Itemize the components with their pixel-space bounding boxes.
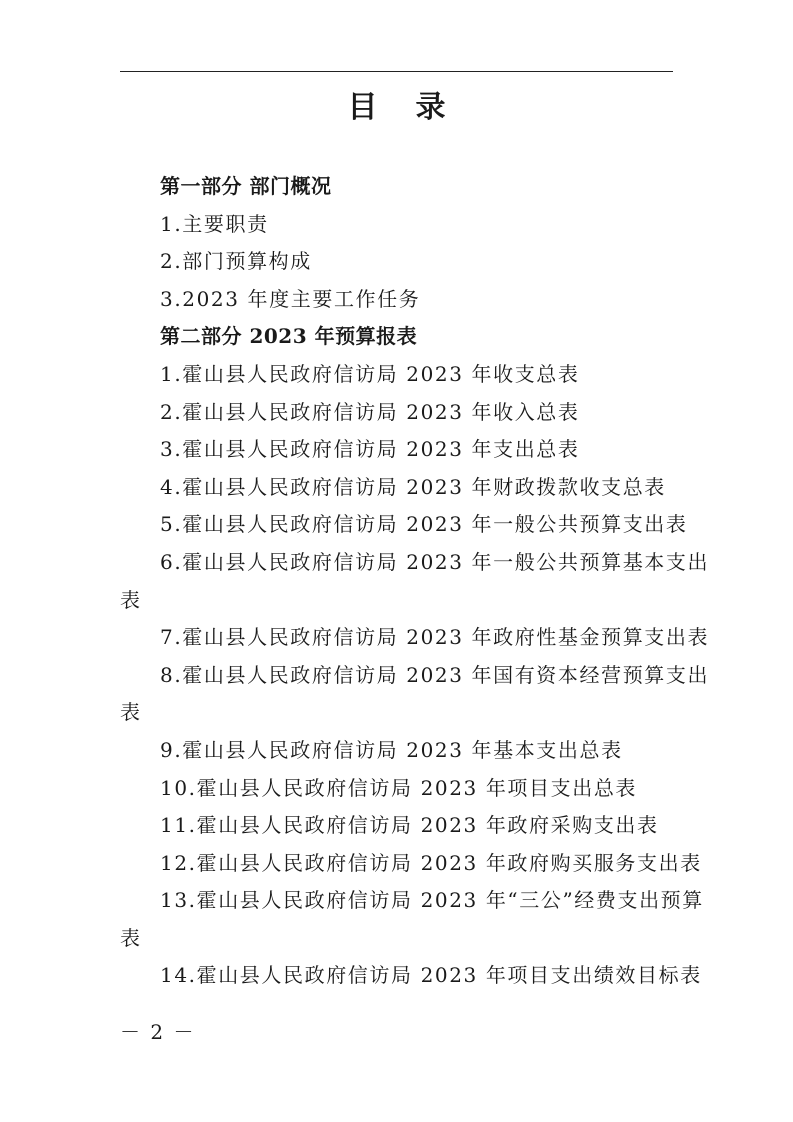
- toc-entry: 6.霍山县人民政府信访局 2023 年一般公共预算基本支出: [160, 549, 710, 574]
- toc-entry-continuation: 表: [120, 700, 140, 725]
- toc-entry: 14.霍山县人民政府信访局 2023 年项目支出绩效目标表: [160, 963, 702, 988]
- toc-entry: 2.霍山县人民政府信访局 2023 年收入总表: [160, 399, 580, 424]
- part-one-heading: 第一部分 部门概况: [160, 174, 332, 198]
- toc-entry: 1.主要职责: [160, 211, 269, 236]
- toc-entry: 8.霍山县人民政府信访局 2023 年国有资本经营预算支出: [160, 662, 710, 687]
- toc-entry-continuation: 表: [120, 925, 140, 950]
- toc-entry: 10.霍山县人民政府信访局 2023 年项目支出总表: [160, 775, 638, 800]
- toc-entry: 11.霍山县人民政府信访局 2023 年政府采购支出表: [160, 813, 659, 838]
- toc-entry: 1.霍山县人民政府信访局 2023 年收支总表: [160, 361, 580, 386]
- part-two-heading: 第二部分 2023 年预算报表: [160, 324, 418, 349]
- toc-entry: 13.霍山县人民政府信访局 2023 年“三公”经费支出预算: [160, 888, 704, 913]
- toc-entry: 3.霍山县人民政府信访局 2023 年支出总表: [160, 437, 580, 462]
- table-of-contents: [120, 168, 710, 995]
- toc-entry: 7.霍山县人民政府信访局 2023 年政府性基金预算支出表: [160, 625, 710, 650]
- toc-entry: 5.霍山县人民政府信访局 2023 年一般公共预算支出表: [160, 512, 688, 537]
- page-title: 目录: [347, 90, 484, 125]
- header-rule: [120, 71, 673, 72]
- toc-entry: 9.霍山县人民政府信访局 2023 年基本支出总表: [160, 737, 623, 762]
- toc-entry-continuation: 表: [120, 587, 140, 612]
- toc-entry: 3.2023 年度主要工作任务: [160, 286, 421, 311]
- toc-entry: 2.部门预算构成: [160, 249, 312, 274]
- toc-entry: 12.霍山县人民政府信访局 2023 年政府购买服务支出表: [160, 850, 702, 875]
- page-number: － 2 －: [120, 1020, 196, 1044]
- toc-entry: 4.霍山县人民政府信访局 2023 年财政拨款收支总表: [160, 474, 666, 499]
